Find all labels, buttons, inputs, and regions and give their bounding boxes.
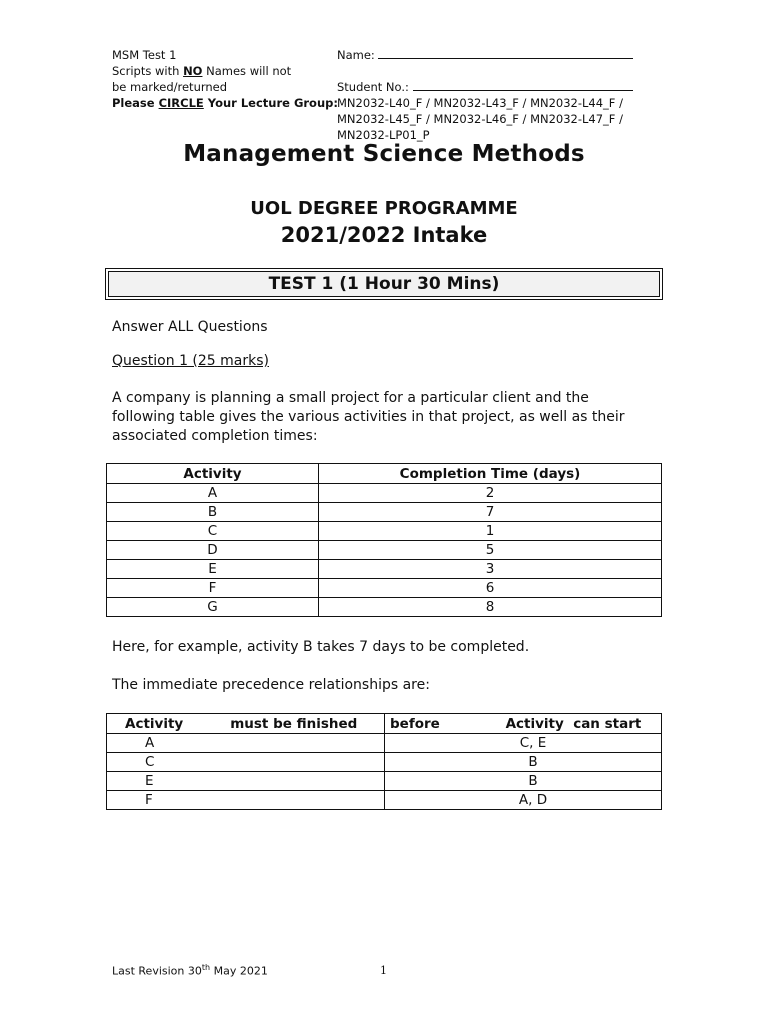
name-field[interactable] bbox=[337, 47, 637, 63]
circle-suffix: Your Lecture Group bbox=[203, 96, 334, 110]
time-cell: 8 bbox=[319, 598, 662, 617]
prerequisite-cell: A bbox=[107, 734, 385, 753]
successor-cell: A, D bbox=[385, 791, 662, 810]
programme-subtitle: UOL DEGREE PROGRAMME bbox=[250, 198, 518, 219]
question-heading: Question 1 (25 marks) bbox=[112, 353, 269, 369]
footer-revision bbox=[112, 963, 268, 978]
test-label: MSM Test 1 bbox=[112, 48, 177, 62]
lecture-group-line-3[interactable]: MN2032-LP01_P bbox=[337, 128, 430, 142]
table-row bbox=[107, 791, 662, 810]
column-header-must-be-finished: Activity must be finished bbox=[107, 714, 385, 734]
table-row bbox=[107, 541, 662, 560]
table-row bbox=[107, 579, 662, 598]
table-row bbox=[107, 503, 662, 522]
prerequisite-cell: E bbox=[107, 772, 385, 791]
time-cell: 1 bbox=[319, 522, 662, 541]
table-row bbox=[107, 734, 662, 753]
prerequisite-cell: C bbox=[107, 753, 385, 772]
header-left bbox=[112, 47, 342, 111]
header-spacer bbox=[337, 63, 637, 79]
precedence-intro: The immediate precedence relationships are: bbox=[112, 677, 430, 693]
activity-cell: D bbox=[107, 541, 319, 560]
student-no-field[interactable] bbox=[337, 79, 637, 95]
table-header-row bbox=[107, 464, 662, 484]
scripts-no: NO bbox=[183, 64, 203, 78]
revision-suffix: May 2021 bbox=[210, 964, 268, 978]
precedence-table bbox=[106, 713, 662, 810]
student-no-line bbox=[413, 80, 633, 91]
scripts-text-1: Scripts with bbox=[112, 64, 184, 78]
activity-cell: F bbox=[107, 579, 319, 598]
page-number: 1 bbox=[380, 964, 387, 977]
name-line bbox=[378, 48, 633, 59]
scripts-notice bbox=[112, 63, 342, 79]
circle-word: CIRCLE bbox=[158, 96, 204, 110]
column-header-completion-time: Completion Time (days) bbox=[319, 464, 662, 484]
question-intro: A company is planning a small project for a particular client and the following table gives the various activities in that project, as well as their associated completion times: bbox=[112, 390, 625, 444]
time-cell: 5 bbox=[319, 541, 662, 560]
activity-cell: B bbox=[107, 503, 319, 522]
activity-cell: A bbox=[107, 484, 319, 503]
intake-heading: 2021/2022 Intake bbox=[280, 223, 488, 247]
scripts-notice-2: be marked/returned bbox=[112, 80, 228, 94]
revision-prefix: Last Revision 30 bbox=[112, 964, 202, 978]
name-label: Name: bbox=[337, 48, 379, 62]
successor-cell: B bbox=[385, 753, 662, 772]
circle-prefix: Please bbox=[112, 96, 159, 110]
time-cell: 3 bbox=[319, 560, 662, 579]
column-header-activity: Activity bbox=[107, 464, 319, 484]
table-header-row bbox=[107, 714, 662, 734]
table-row bbox=[107, 484, 662, 503]
test-title-box bbox=[105, 268, 663, 300]
activity-cell: E bbox=[107, 560, 319, 579]
instructions: Answer ALL Questions bbox=[112, 319, 268, 335]
time-cell: 7 bbox=[319, 503, 662, 522]
activity-table bbox=[106, 463, 662, 617]
prerequisite-cell: F bbox=[107, 791, 385, 810]
successor-cell: C, E bbox=[385, 734, 662, 753]
header-right bbox=[337, 47, 637, 143]
column-header-before-can-start: before Activity can start bbox=[385, 714, 662, 734]
activity-cell: G bbox=[107, 598, 319, 617]
table-row bbox=[107, 560, 662, 579]
time-cell: 2 bbox=[319, 484, 662, 503]
lecture-group-line-2[interactable]: MN2032-L45_F / MN2032-L46_F / MN2032-L47_F / bbox=[337, 112, 623, 126]
student-no-label: Student No.: bbox=[337, 80, 413, 94]
activity-cell: C bbox=[107, 522, 319, 541]
table-row bbox=[107, 772, 662, 791]
table-row bbox=[107, 598, 662, 617]
successor-cell: B bbox=[385, 772, 662, 791]
revision-sup: th bbox=[201, 963, 211, 972]
lecture-group-line-1[interactable]: MN2032-L40_F / MN2032-L43_F / MN2032-L44_F / bbox=[337, 96, 623, 110]
table-row bbox=[107, 753, 662, 772]
test-title: TEST 1 (1 Hour 30 Mins) bbox=[108, 271, 660, 297]
page-title: Management Science Methods bbox=[183, 141, 585, 167]
example-text: Here, for example, activity B takes 7 days to be completed. bbox=[112, 639, 530, 655]
circle-instruction: Please CIRCLE Your Lecture Group: bbox=[112, 96, 338, 110]
scripts-text-2: Names will not bbox=[202, 64, 292, 78]
table-row bbox=[107, 522, 662, 541]
time-cell: 6 bbox=[319, 579, 662, 598]
